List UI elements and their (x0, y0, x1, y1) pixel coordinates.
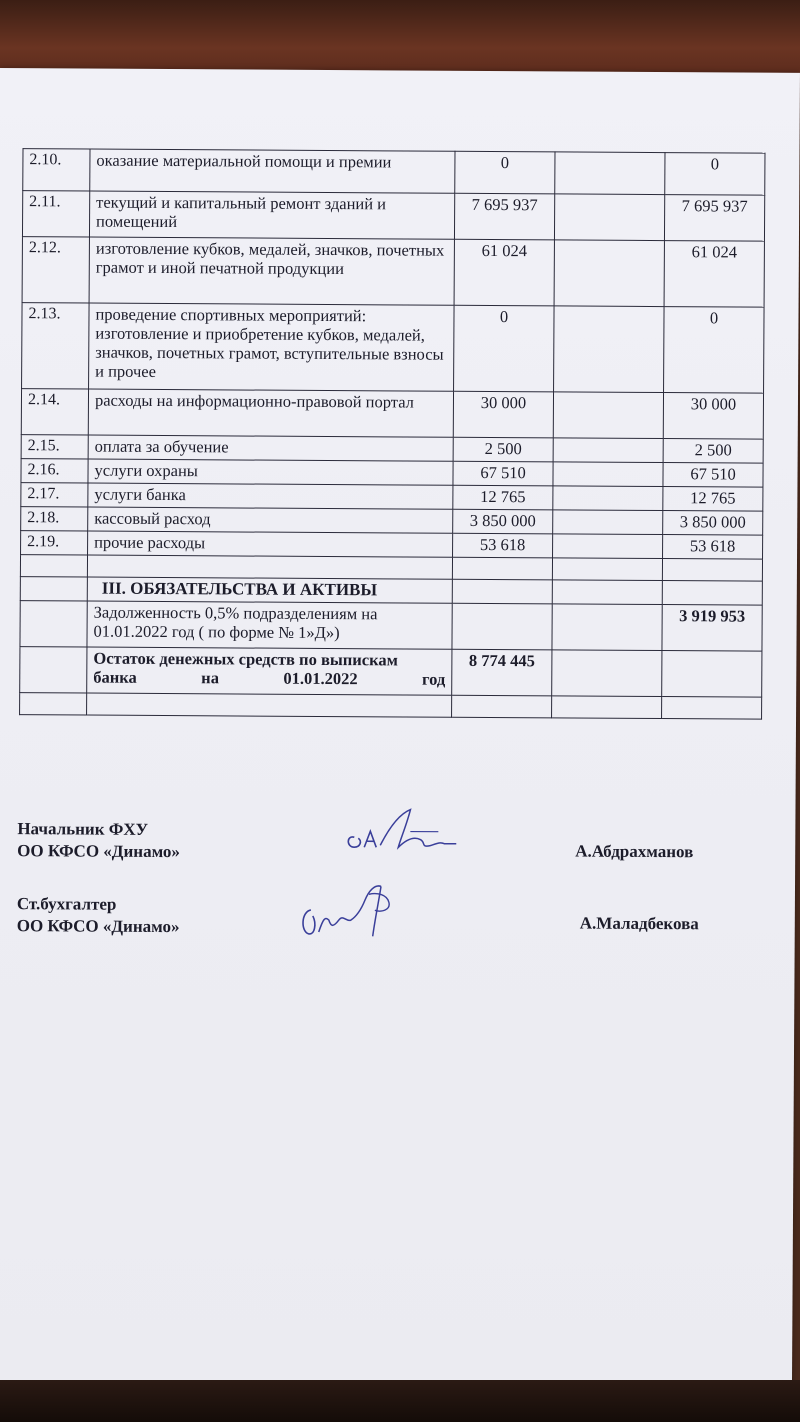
row-number: 2.12. (22, 237, 89, 303)
empty-cell (452, 557, 552, 580)
row-total: 7 695 937 (664, 195, 764, 242)
signature-2 (295, 880, 405, 951)
expense-table-body (20, 149, 765, 720)
row-amount: 2 500 (453, 437, 553, 462)
row-number: 2.14. (21, 389, 88, 435)
section-title: III. ОБЯЗАТЕЛЬСТВА И АКТИВЫ (87, 577, 452, 603)
empty-cell (552, 558, 662, 581)
empty-cell (552, 650, 662, 697)
row-total: 61 024 (664, 241, 764, 308)
signatory-2-name: А.Маладбекова (579, 913, 699, 934)
row-description: прочие расходы (88, 531, 453, 557)
row-middle (553, 462, 663, 487)
empty-cell (87, 555, 452, 579)
table-row (22, 191, 764, 242)
signatory-2-title (17, 893, 180, 938)
row-middle (554, 194, 664, 241)
row-amount: 0 (454, 305, 555, 392)
row-amount: 61 024 (454, 239, 554, 306)
row-amount: 7 695 937 (454, 193, 554, 240)
empty-cell (20, 577, 87, 601)
row-total: 3 850 000 (663, 511, 763, 536)
row-total: 0 (665, 153, 765, 196)
row-total: 53 618 (663, 535, 763, 560)
signatory-1-organization: ОО КФСО «Динамо» (17, 841, 181, 862)
row-description: кассовый расход (88, 507, 453, 533)
empty-cell (452, 695, 552, 718)
row-middle (555, 152, 665, 195)
table-row (22, 303, 765, 394)
row-number: 2.19. (21, 531, 88, 555)
row-amount: 67 510 (453, 461, 553, 486)
signatory-1-title (17, 818, 180, 863)
signature-1 (340, 805, 470, 861)
row-amount: 53 618 (453, 533, 553, 558)
row-description: проведение спортивных мероприятий: изготовление и приобретение кубков, медалей, значков, почетных грамот, вступительные взносы и прочее (89, 303, 455, 391)
row-amount: 3 850 000 (453, 509, 553, 534)
row-middle (554, 240, 664, 307)
signatory-1-name: А.Абдрахманов (575, 841, 694, 862)
empty-cell (20, 601, 87, 647)
signatory-1-position: Начальник ФХУ (17, 819, 149, 839)
signatory-2-organization: ОО КФСО «Динамо» (16, 916, 180, 937)
row-number: 2.10. (23, 149, 90, 191)
balance-row (20, 647, 762, 698)
row-description: услуги охраны (88, 459, 453, 485)
row-middle (554, 306, 665, 393)
empty-cell (20, 693, 87, 715)
row-middle (553, 438, 663, 463)
signatory-2-position: Ст.бухгалтер (16, 894, 117, 914)
row-total: 12 765 (663, 487, 763, 512)
debt-total: 3 919 953 (662, 605, 762, 652)
empty-cell (552, 604, 662, 651)
row-amount: 30 000 (453, 391, 553, 438)
row-description: расходы на информационно-правовой портал (88, 389, 453, 437)
empty-cell (662, 559, 762, 582)
table-row (22, 237, 764, 308)
empty-cell (662, 581, 762, 606)
row-amount: 0 (455, 151, 555, 194)
row-total: 67 510 (663, 463, 763, 488)
row-number: 2.16. (21, 459, 88, 483)
row-description: оплата за обучение (88, 435, 453, 461)
row-description: текущий и капитальный ремонт зданий и помещений (89, 191, 454, 239)
debt-row (20, 601, 762, 652)
row-description: изготовление кубков, медалей, значков, почетных грамот и иной печатной продукции (89, 237, 454, 305)
row-description: оказание материальной помощи и премии (90, 149, 455, 193)
row-amount: 12 765 (453, 485, 553, 510)
empty-cell (452, 579, 552, 604)
empty-cell (662, 697, 762, 720)
table-row (21, 389, 763, 440)
empty-cell (20, 555, 87, 577)
debt-description: Задолженность 0,5% подразделениям на 01.01.2022 год ( по форме № 1»Д») (87, 601, 452, 649)
empty-cell (87, 693, 452, 717)
empty-cell (662, 651, 762, 698)
row-middle (553, 486, 663, 511)
expense-table (19, 148, 765, 720)
empty-row (20, 693, 762, 720)
balance-description: Остаток денежных средств по выпискам банка на 01.01.2022 год (87, 647, 452, 695)
desk-background-bottom (0, 1380, 800, 1422)
row-middle (553, 534, 663, 559)
row-number: 2.15. (21, 435, 88, 459)
row-number: 2.13. (22, 303, 90, 389)
row-total: 30 000 (663, 393, 763, 440)
row-total: 0 (664, 307, 765, 394)
row-middle (553, 392, 663, 439)
row-description: услуги банка (88, 483, 453, 509)
empty-cell (452, 603, 552, 650)
row-total: 2 500 (663, 439, 763, 464)
balance-amount: 8 774 445 (452, 649, 552, 696)
table-row (23, 149, 765, 196)
row-number: 2.18. (21, 507, 88, 531)
empty-cell (552, 696, 662, 719)
row-number: 2.11. (22, 191, 89, 237)
empty-cell (20, 647, 87, 693)
row-middle (553, 510, 663, 535)
empty-cell (552, 580, 662, 605)
document-page (0, 68, 800, 1391)
row-number: 2.17. (21, 483, 88, 507)
